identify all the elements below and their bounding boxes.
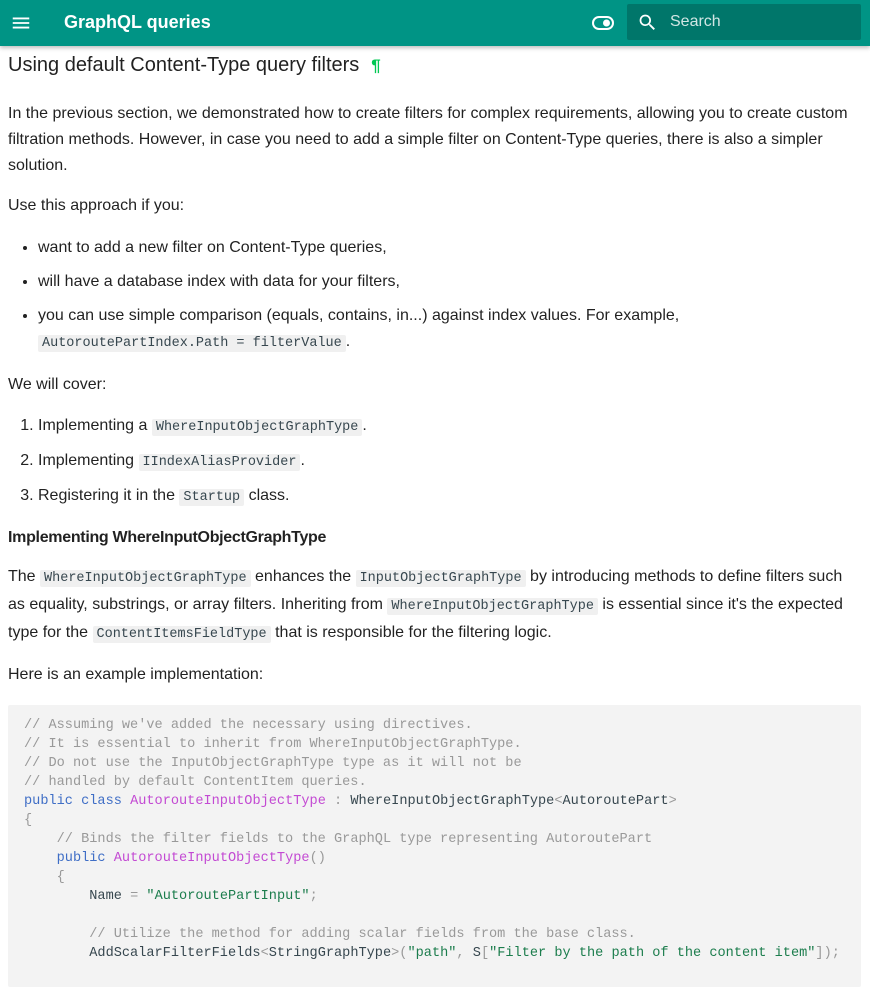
main-content [8,46,863,987]
code-comment: // handled by default ContentItem queries. [24,775,367,790]
menu-icon[interactable] [10,12,32,34]
cover-paragraph: We will cover: [8,376,107,393]
code-line [24,849,845,868]
code-class-name: AutorouteInputObjectType [130,794,326,809]
code-comment: // Binds the filter fields to the GraphQL type representing AutoroutePart [56,832,653,847]
code-operator: ( [399,946,408,961]
code-block[interactable] [8,705,861,987]
code-operator: , [456,946,465,961]
search-box[interactable] [627,4,861,40]
code-line [24,792,845,811]
code-operator: ]); [815,946,840,961]
code-type: StringGraphType [268,946,392,961]
inline-code: WhereInputObjectGraphType [387,598,598,615]
use-if-paragraph: Use this approach if you: [8,197,185,214]
code-brace: { [56,870,65,885]
code-operator: < [260,946,269,961]
inline-code: ContentItemsFieldType [93,626,271,643]
code-type: AutoroutePart [562,794,669,809]
code-string: "path" [407,946,457,961]
code-operator: < [554,794,563,809]
list-item [38,302,863,357]
code-operator: = [130,889,139,904]
code-brace: { [24,813,33,828]
step-text: Implementing [38,452,135,469]
list-item: • want to add a new filter on Content-Type queries, [38,234,863,261]
steps-list [8,413,863,511]
description-paragraph [8,564,863,648]
step-item [38,483,863,511]
criteria-list [8,234,863,357]
code-operator: > [391,946,400,961]
subheading: Implementing WhereInputObjectGraphType [8,529,327,546]
top-header [0,0,870,46]
code-line [24,944,845,963]
section-heading [8,52,863,79]
inline-code: Startup [179,489,244,506]
code-identifier: Name [89,889,122,904]
code-string: "AutoroutePartInput" [146,889,310,904]
inline-code: IIndexAliasProvider [139,454,301,471]
code-blank-line [24,906,845,925]
code-type: WhereInputObjectGraphType [350,794,555,809]
palette-toggle-icon[interactable] [590,11,616,35]
step-suffix: class. [248,487,290,504]
code-string: "Filter by the path of the content item" [489,946,816,961]
paragraph-text: by introducing methods to define filters such as equality, substrings, or array filters. Inheriting from [8,568,843,613]
code-line [24,925,845,944]
paragraph-text: that is responsible for the filtering logic. [275,624,552,641]
code-operator: > [668,794,677,809]
page-title: GraphQL queries [64,12,211,32]
code-comment: // Utilize the method for adding scalar fields from the base class. [89,927,636,942]
code-line [24,887,845,906]
step-item [38,413,863,441]
paragraph-text: is essential since it's the expected type for the [8,596,843,641]
inline-code: InputObjectGraphType [356,570,526,587]
paragraph-text: The [8,568,36,585]
code-operator: ; [309,889,318,904]
code-line [24,868,845,887]
code-constructor: AutorouteInputObjectType [113,851,310,866]
code-keyword: public [56,851,106,866]
search-icon [637,12,658,33]
step-suffix: . [300,452,305,469]
code-line [24,830,845,849]
step-text: Implementing a [38,417,148,434]
example-intro: Here is an example implementation: [8,666,264,683]
code-comment: // Do not use the InputObjectGraphType type as it will not be [24,756,522,771]
code-method: AddScalarFilterFields [89,946,261,961]
search-input[interactable] [670,4,850,40]
code-operator: () [309,851,326,866]
paragraph-text: enhances the [255,568,352,585]
intro-paragraph: In the previous section, we demonstrated how to create filters for complex requirements, allowing you to create custom filtration methods. However, in case you need to add a simple filter on Content-Type queries, there is also a simpler solution. [8,105,848,174]
section-heading-text: Using default Content-Type query filters [8,54,360,76]
code-operator: : [334,794,343,809]
step-item [38,448,863,476]
code-comment: // Assuming we've added the necessary using directives. [24,718,473,733]
step-suffix: . [362,417,367,434]
list-item-text: you can use simple comparison (equals, contains, in...) against index values. For example, [38,307,680,324]
code-operator: [ [480,946,490,961]
code-comment: // It is essential to inherit from WhereInputObjectGraphType. [24,737,522,752]
permalink-anchor[interactable]: ¶ [371,56,381,75]
code-identifier: S [472,946,481,961]
step-text: Registering it in the [38,487,175,504]
code-keyword: public class [24,794,122,809]
inline-code: WhereInputObjectGraphType [152,419,363,436]
list-item-period: . [345,333,351,350]
inline-code: WhereInputObjectGraphType [40,570,251,587]
list-item: • will have a database index with data for your filters, [38,268,863,295]
inline-code: AutoroutePartIndex.Path = filterValue [38,335,346,352]
